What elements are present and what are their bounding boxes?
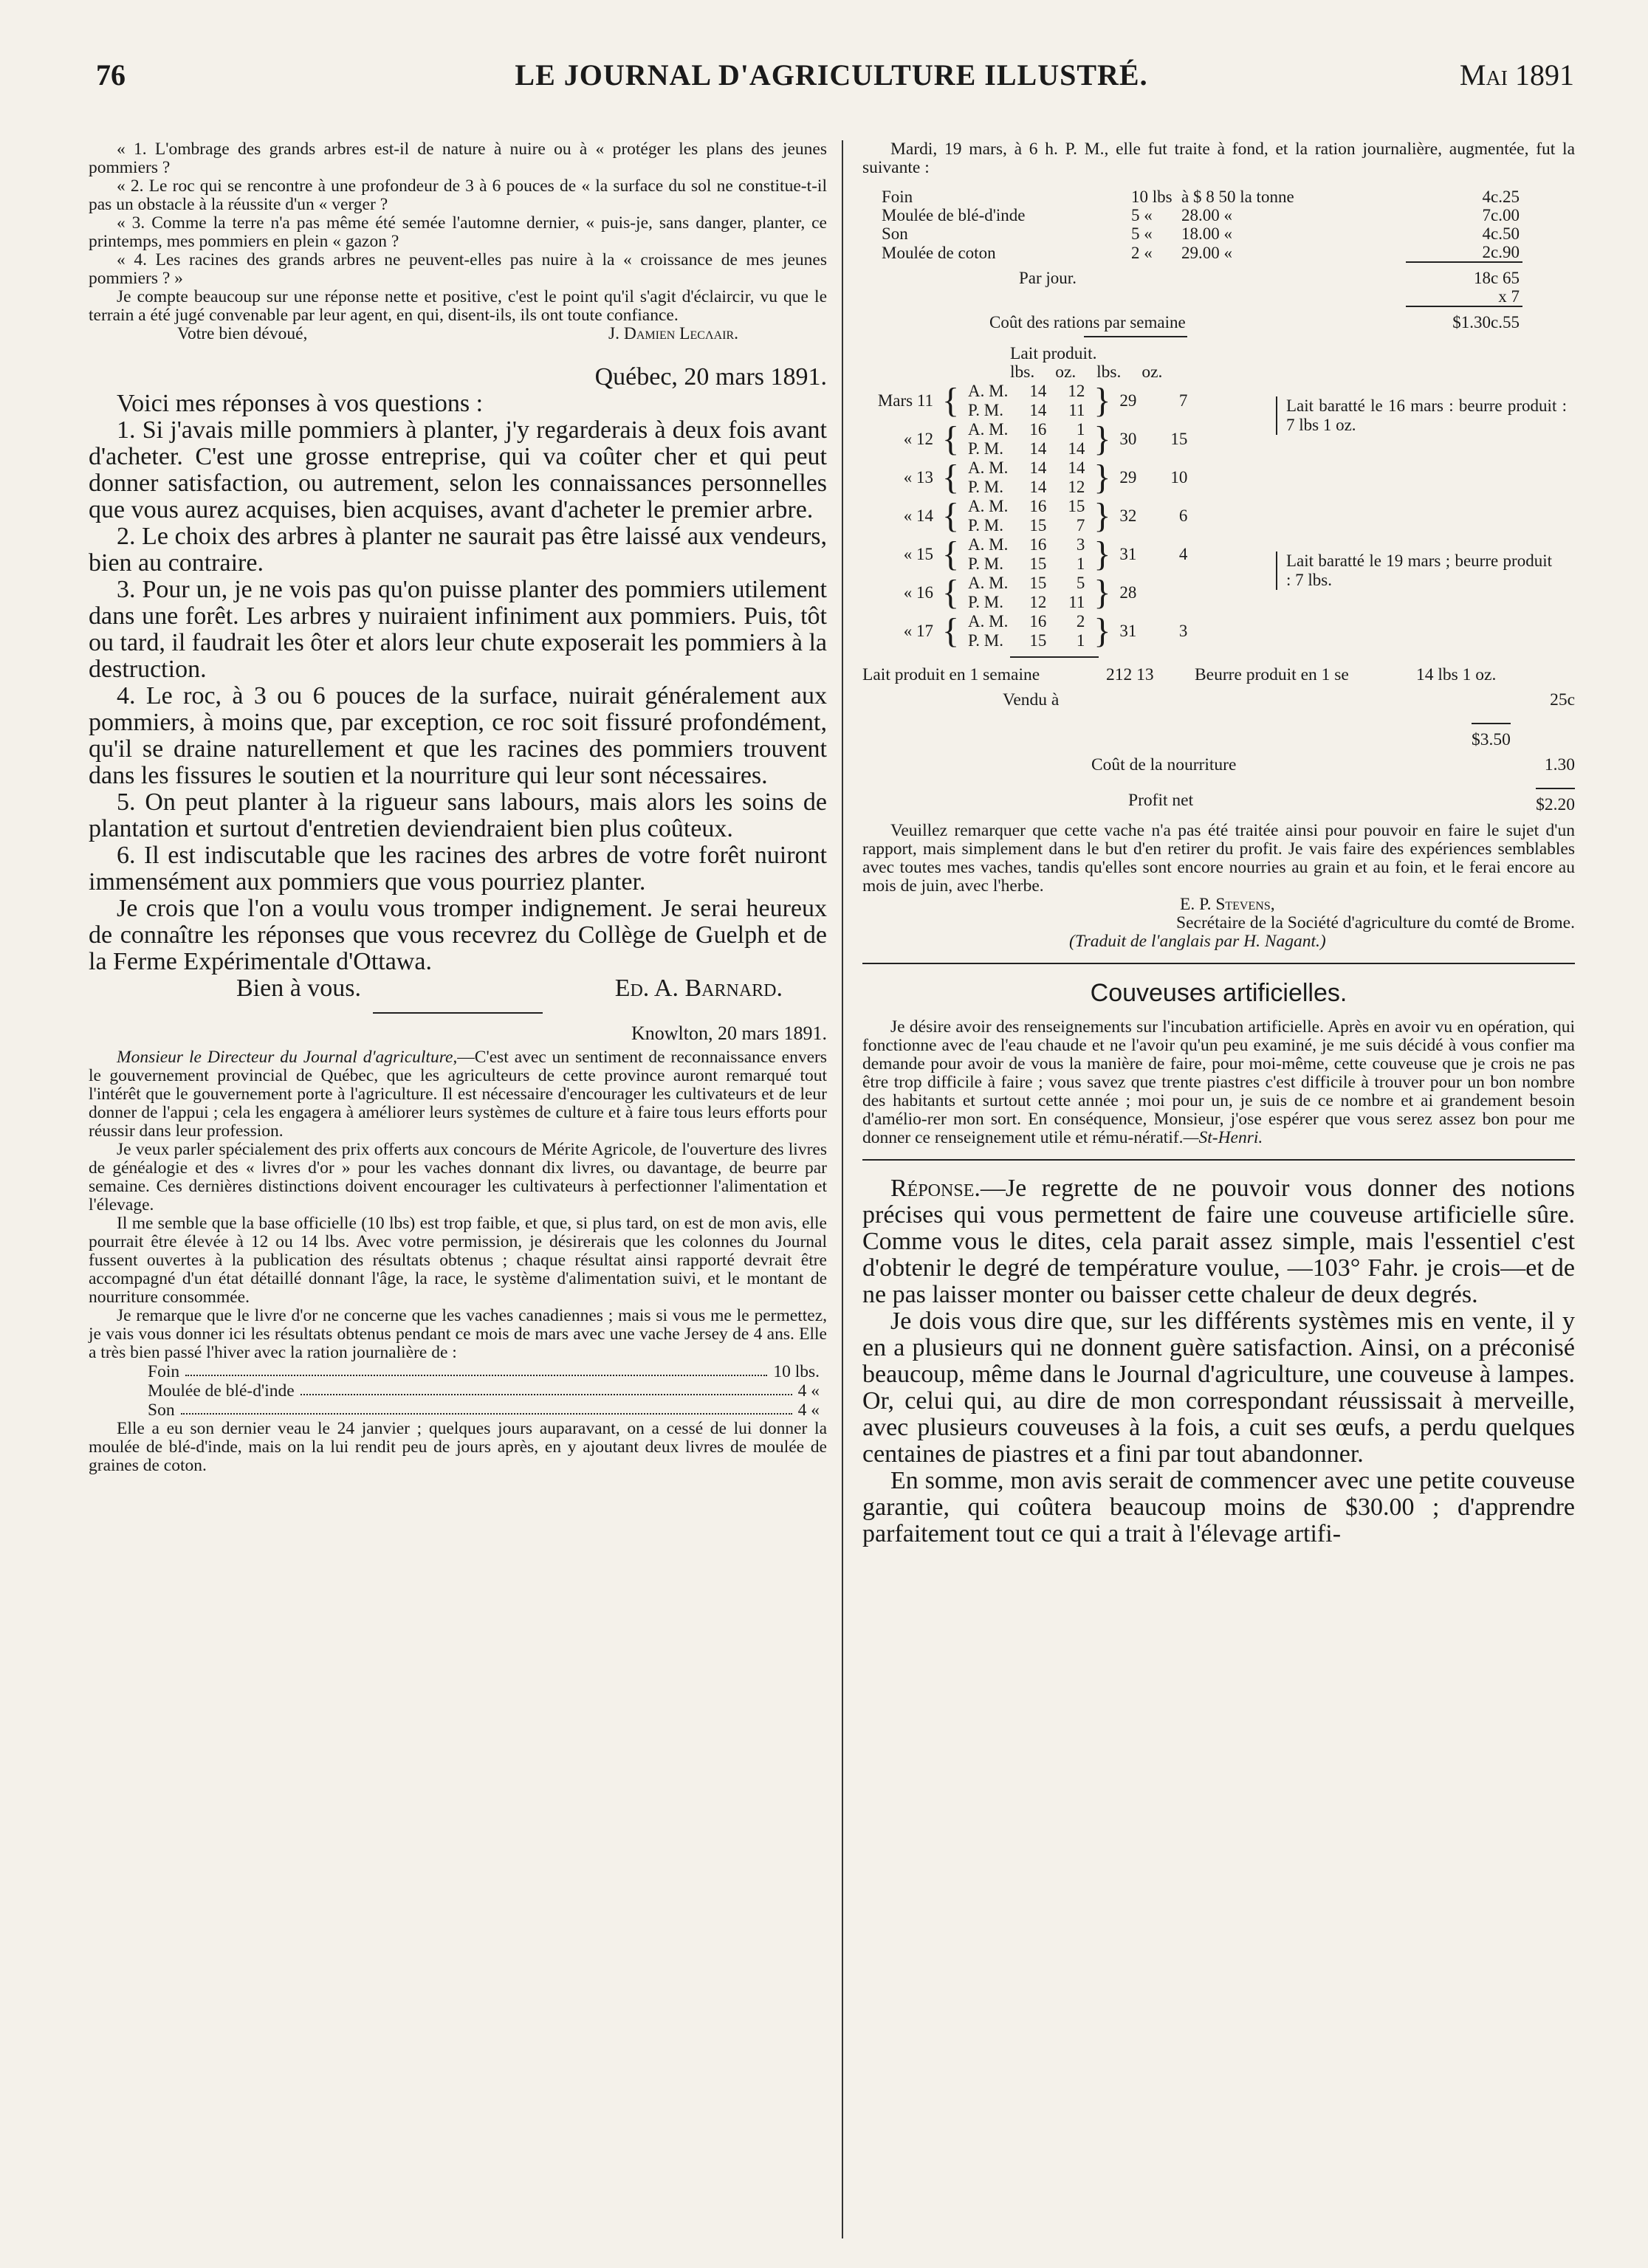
pm-label: P. M. xyxy=(968,631,1003,650)
pm-oz: 7 xyxy=(1076,516,1085,535)
am-label: A. M. xyxy=(968,458,1009,477)
signature-barnard xyxy=(89,975,827,1002)
knowlton-p1-text: —C'est avec un sentiment de reconnaissance envers le gouvernement provincial de Québec, que les agriculteurs de cette province auront remarqué tout l'intérêt que le gouvernement porte à l'agriculture. Il est nécessaire d'encourager les cultivateurs et de leur donner de l'appui ; cela les engagera à améliorer leurs systèmes de culture et à faire tous leurs efforts pour réussir dans leur profession. xyxy=(89,1048,827,1141)
couveuse-question-text: Je désire avoir des renseignements sur l'incubation artificielle. Après en avoir vu en opération, qui fonctionne avec de l'eau chaude et ne l'avoir qu'un peu examiné, je me suis décidé à vous confier ma demande pour avoir de vous la manière de faire, pour moi-même, cette couveuse que je crois ne pas être trop difficile à faire ; vous savez que trente piastres c'est difficile à trouver pour un bon nombre des habitants et surtout cette année ; moi pour un, je suis de ce nombre et ai grandement besoin d'amélio-rer mon sort. En conséquence, Monsieur, j'ose espérer que vous serez assez bon pour me donner ce renseignement utile et rému-nératif. xyxy=(862,1017,1575,1147)
question-3: « 3. Comme la terre n'a pas même été semée l'automne dernier, « puis-je, sans danger, planter, ce printemps, mes pommiers en plein « gazon ? xyxy=(89,213,827,251)
milk-row-am xyxy=(862,574,1192,593)
right-column xyxy=(862,140,1575,2224)
pm-lbs: 15 xyxy=(1029,516,1047,535)
pm-lbs: 14 xyxy=(1029,401,1047,419)
total-lbs: 28 xyxy=(1119,583,1137,602)
am-oz: 1 xyxy=(1076,420,1085,439)
signer-title: Secrétaire de la Société d'agriculture du comté de Brome. xyxy=(1176,913,1575,932)
answer-3: 3. Pour un, je ne vois pas qu'on puisse planter des pommiers utilement dans une forêt. Les arbres y nuiraient infiniment aux pommiers. Puis, tôt ou tard, il faudrait les ôter et alors leur chute exposerait les pommiers à la destruction. xyxy=(89,576,827,683)
week-milk-label: Lait produit en 1 semaine xyxy=(862,665,1040,684)
brace-left: { xyxy=(942,573,960,612)
per-day-label: Par jour. xyxy=(1019,268,1077,287)
milk-units: lbs. oz. lbs. oz. xyxy=(1010,362,1163,382)
page-header xyxy=(89,58,1574,102)
pm-label: P. M. xyxy=(968,516,1003,535)
pm-lbs: 14 xyxy=(1029,439,1047,458)
reponse-paragraph-3: En somme, mon avis serait de commencer avec une petite couveuse garantie, qui coûtera beaucoup moins de $30.00 ; d'apprendre parfaitement tout ce qui a trait à l'élevage artifi- xyxy=(862,1467,1575,1547)
separator-rule xyxy=(862,963,1575,964)
feed-cost-label: Coût de la nourriture xyxy=(1091,755,1237,774)
gross-value: $3.50 xyxy=(1472,723,1511,752)
total-lbs: 32 xyxy=(1119,506,1137,525)
am-oz: 5 xyxy=(1076,574,1085,592)
ration-price: à $ 8 50 la tonne xyxy=(1181,188,1294,206)
am-oz: 2 xyxy=(1076,612,1085,630)
milk-day: Mars 11 xyxy=(877,391,933,410)
separator-rule xyxy=(862,1159,1575,1161)
total-oz: 15 xyxy=(1170,430,1188,448)
pm-label: P. M. xyxy=(968,439,1003,458)
multiplier-row xyxy=(879,287,1522,306)
brace-right: } xyxy=(1093,458,1111,497)
milk-row-am xyxy=(862,382,1192,401)
sold-value: 25c xyxy=(1550,690,1575,709)
am-label: A. M. xyxy=(968,612,1009,630)
pm-oz: 14 xyxy=(1068,439,1085,458)
total-lbs: 29 xyxy=(1119,468,1137,487)
per-day-value: 18c 65 xyxy=(1474,269,1520,287)
column-divider xyxy=(842,140,843,2238)
milk-day: « 17 xyxy=(903,622,933,640)
am-label: A. M. xyxy=(968,420,1009,439)
reponse-paragraph-2: Je dois vous dire que, sur les différents systèmes mis en vente, il y en a plusieurs qui ne donnent guère satisfaction. Ainsi, on a préconisé beaucoup, même dans le Journal d'agriculture, une couveuse à lampes. Or, celui qui, au dire de mon correspondant réussissait à merveille, avec plusieurs couveuses à la fois, a cuit ses œufs, a perdu quelques centaines de piastres et a fini par tout abandonner. xyxy=(862,1307,1575,1468)
pm-label: P. M. xyxy=(968,401,1003,419)
sig-name: J. Damien Lecλair. xyxy=(608,324,738,343)
answer-5: 5. On peut planter à la rigueur sans labours, mais alors les soins de plantation et surtout d'entretien deviendraient bien plus coûteux. xyxy=(89,788,827,842)
ration-cost: 7c.00 xyxy=(1482,206,1520,224)
churn-note-1: Lait baratté le 16 mars : beurre produit : 7 lbs 1 oz. xyxy=(1276,396,1567,435)
journal-title: LE JOURNAL D'AGRICULTURE ILLUSTRÉ. xyxy=(515,58,1148,92)
ration-row xyxy=(879,243,1522,262)
knowlton-dateline: Knowlton, 20 mars 1891. xyxy=(631,1023,827,1044)
knowlton-paragraph-2: Je veux parler spécialement des prix offerts aux concours de Mérite Agricole, de l'ouverture des livres de généalogie et des « livres d'or » pour les vaches donnant dix livres, ou davantage, de beurre par semaine. Ces dernières distinctions doivent encourager les cultivateurs à perfectionner l'alimentation et l'élevage. xyxy=(89,1140,827,1214)
total-oz: 4 xyxy=(1178,545,1188,563)
pm-oz: 1 xyxy=(1076,554,1085,573)
ration-item: Moulée de blé-d'inde xyxy=(882,206,1026,224)
milk-row-am xyxy=(862,535,1192,554)
milk-row-am xyxy=(862,497,1192,516)
week-butter-label: Beurre produit en 1 se xyxy=(1195,665,1349,684)
pm-oz: 11 xyxy=(1068,593,1085,611)
question-4: « 4. Les racines des grands arbres ne peuvent-elles pas nuire à la « croissance de mes jeunes pommiers ? » xyxy=(89,250,827,288)
knowlton-paragraph-3: Il me semble que la base officielle (10 lbs) est trop faible, et que, si plus tard, on est de mon avis, elle pourrait être élevée à 12 ou 14 lbs. Avec votre permission, je désirerais que les colonnes du Journal fussent ouvertes à la publication des résultats obtenus ; chaque résultat ainsi rapporté devrait être accompagné d'un état détaillé donnant l'âge, la race, le système d'alimentation suivi, et le montant de nourriture consommée. xyxy=(89,1214,827,1307)
brace-right: } xyxy=(1093,496,1111,535)
ration-item: Moulée de coton xyxy=(882,243,996,262)
answer-2: 2. Le choix des arbres à planter ne saurait pas être laissé aux vendeurs, bien au contraire. xyxy=(89,523,827,577)
am-label: A. M. xyxy=(968,535,1009,554)
milk-day: « 16 xyxy=(903,583,933,602)
ration-price: 28.00 « xyxy=(1181,206,1232,224)
question-1: « 1. L'ombrage des grands arbres est-il de nature à nuire ou à « protéger les plans des jeunes pommiers ? xyxy=(89,140,827,177)
am-lbs: 14 xyxy=(1029,458,1047,477)
total-oz: 3 xyxy=(1178,622,1188,640)
pm-lbs: 15 xyxy=(1029,631,1047,650)
weekly-cost-label: Coût des rations par semaine xyxy=(989,312,1186,331)
section-title: Couveuses artificielles. xyxy=(1090,979,1347,1007)
answer-1: 1. Si j'avais mille pommiers à planter, j'y regarderais à deux fois avant d'acheter. C'est une grosse entreprise, qui va coûter cher et qui peut donner satisfaction, ou autrement, selon les connaissances personnelles que vous aurez acquises, bien acquises, avant d'acheter le premier arbre. xyxy=(89,416,827,523)
ration-intro: Mardi, 19 mars, à 6 h. P. M., elle fut traite à fond, et la ration journalière, augmentée, fut la suivante : xyxy=(862,140,1575,177)
ration-item: Son xyxy=(882,224,908,243)
am-lbs: 16 xyxy=(1029,497,1047,515)
am-label: A. M. xyxy=(968,382,1009,400)
ration-qty: 10 lbs xyxy=(1131,188,1173,206)
total-oz: 7 xyxy=(1178,391,1188,410)
am-oz: 3 xyxy=(1076,535,1085,554)
translator-credit: (Traduit de l'anglais par H. Nagant.) xyxy=(1069,932,1326,951)
left-column xyxy=(89,140,827,2224)
churn-note-2: Lait baratté le 19 mars ; beurre produit : 7 lbs. xyxy=(1276,551,1552,590)
brace-left: { xyxy=(942,458,960,497)
ration-qty: 2 « xyxy=(1131,243,1153,262)
closing-remark: Veuillez remarquer que cette vache n'a pas été traitée ainsi pour pouvoir en faire le sujet d'un rapport, mais simplement dans le but d'en retirer du profit. Je vais faire des expériences semblables avec toutes mes vaches, tandis qu'elles sont encore nourries au grain et au foin, et le ferai encore au mois de juin, avec l'herbe. xyxy=(862,821,1575,896)
brace-right: } xyxy=(1093,381,1111,420)
signer: E. P. Stevens, xyxy=(1180,895,1275,914)
milk-day: « 14 xyxy=(903,506,933,525)
milk-table xyxy=(862,382,1192,650)
profit-value: $2.20 xyxy=(1536,788,1575,817)
feed-cost-value: 1.30 xyxy=(1544,755,1575,774)
am-lbs: 14 xyxy=(1029,382,1047,400)
brace-left: { xyxy=(942,611,960,650)
question-2: « 2. Le roc qui se rencontre à une profondeur de 3 à 6 pouces de « la surface du sol ne constitue-t-il pas un obstacle à la réussite d'un « verger ? xyxy=(89,176,827,214)
sig-closing: Bien à vous. xyxy=(236,975,362,1002)
milk-row-am xyxy=(862,612,1192,631)
milk-day: « 15 xyxy=(903,545,933,563)
total-lbs: 31 xyxy=(1119,622,1137,640)
feed-qty: 4 « xyxy=(797,1401,820,1420)
milk-day: « 12 xyxy=(903,430,933,448)
feed-qty: 10 lbs. xyxy=(773,1362,820,1381)
milk-row-am xyxy=(862,458,1192,478)
feed-row xyxy=(148,1381,820,1401)
pm-label: P. M. xyxy=(968,554,1003,573)
am-oz: 12 xyxy=(1068,382,1085,400)
brace-right: } xyxy=(1093,611,1111,650)
pm-lbs: 14 xyxy=(1029,478,1047,496)
ration-price: 18.00 « xyxy=(1181,224,1232,243)
total-lbs: 31 xyxy=(1119,545,1137,563)
pm-lbs: 15 xyxy=(1029,554,1047,573)
brace-left: { xyxy=(942,496,960,535)
per-day-row xyxy=(879,262,1522,287)
am-lbs: 16 xyxy=(1029,535,1047,554)
milk-table-body xyxy=(862,382,1192,650)
milk-row-am xyxy=(862,420,1192,439)
couveuse-question xyxy=(862,1018,1575,1147)
week-milk-value: 212 13 xyxy=(1106,665,1154,684)
week-butter-value: 14 lbs 1 oz. xyxy=(1416,665,1497,684)
reply-intro: Voici mes réponses à vos questions : xyxy=(117,390,484,417)
am-lbs: 16 xyxy=(1029,612,1047,630)
feed-item: Foin xyxy=(148,1362,180,1381)
ration-row xyxy=(879,206,1522,224)
knowlton-paragraph-5: Elle a eu son dernier veau le 24 janvier ; quelques jours auparavant, on a cessé de lui donner la moulée de blé-d'inde, mais on la lui rendit peu de jours après, en y ajoutant deux livres de moulée de graines de coton. xyxy=(89,1419,827,1475)
profit-label: Profit net xyxy=(1128,791,1194,810)
knowlton-paragraph-4: Je remarque que le livre d'or ne concerne que les vaches canadiennes ; mais si vous me le permettez, je vais vous donner ici les résultats obtenus pendant ce mois de mars avec une vache Jersey de 4 ans. Elle a très bien passé l'hiver avec la ration journalière de : xyxy=(89,1306,827,1362)
total-lbs: 29 xyxy=(1119,391,1137,410)
ration-qty: 5 « xyxy=(1131,224,1153,243)
brace-left: { xyxy=(942,419,960,458)
weekly-cost-value: $1.30c.55 xyxy=(1452,313,1520,331)
pm-oz: 11 xyxy=(1068,401,1085,419)
multiplier: x 7 xyxy=(1406,287,1522,306)
am-lbs: 16 xyxy=(1029,420,1047,439)
brace-left: { xyxy=(942,381,960,420)
feed-list xyxy=(89,1362,827,1420)
salutation: Monsieur le Directeur du Journal d'agriculture, xyxy=(117,1048,458,1067)
pm-oz: 1 xyxy=(1076,631,1085,650)
ration-row xyxy=(879,224,1522,243)
weekly-cost-row xyxy=(879,306,1522,331)
pm-lbs: 12 xyxy=(1029,593,1047,611)
ration-price: 29.00 « xyxy=(1181,243,1232,262)
ration-item: Foin xyxy=(882,188,913,206)
am-label: A. M. xyxy=(968,497,1009,515)
pm-label: P. M. xyxy=(968,593,1003,611)
feed-item: Moulée de blé-d'inde xyxy=(148,1381,295,1401)
brace-left: { xyxy=(942,535,960,574)
milk-heading: Lait produit. xyxy=(1010,344,1097,363)
ration-cost: 4c.50 xyxy=(1482,224,1520,243)
separator-rule xyxy=(1010,656,1099,658)
answer-4: 4. Le roc, à 3 ou 6 pouces de la surface, nuirait généralement aux pommiers, à moins que, par exception, ce roc soit fissuré profondément, qu'il se draine naturellement et que les racines des pommiers trouvent dans les fissures le soutien et la nourriture qui leur sont nécessaires. xyxy=(89,682,827,789)
total-oz: 10 xyxy=(1170,468,1188,487)
brace-right: } xyxy=(1093,573,1111,612)
reply-dateline: Québec, 20 mars 1891. xyxy=(594,363,827,391)
milk-section xyxy=(862,345,1575,650)
am-oz: 14 xyxy=(1068,458,1085,477)
feed-qty: 4 « xyxy=(797,1381,820,1401)
ration-table xyxy=(879,188,1522,331)
couveuse-question-sig: —St-Henri. xyxy=(1183,1128,1263,1147)
ration-qty: 5 « xyxy=(1131,206,1153,224)
sig-name: Ed. A. Barnard. xyxy=(614,975,783,1002)
brace-right: } xyxy=(1093,535,1111,574)
total-oz: 6 xyxy=(1178,506,1188,525)
total-lbs: 30 xyxy=(1119,430,1137,448)
ration-row xyxy=(879,188,1522,206)
feed-item: Son xyxy=(148,1401,175,1420)
pm-label: P. M. xyxy=(968,478,1003,496)
pm-oz: 12 xyxy=(1068,478,1085,496)
ration-cost: 2c.90 xyxy=(1406,243,1522,262)
reply-close: Je crois que l'on a voulu vous tromper indignement. Je serai heureux de connaître les réponses que vous recevrez du Collège de Guelph et de la Ferme Expérimentale d'Ottawa. xyxy=(89,895,827,975)
letter-close: Je compte beaucoup sur une réponse nette et positive, c'est le point qu'il s'agit d'éclaircir, vu que le terrain a été jugé convenable par leur agent, en qui, disent-ils, ils ont toute confiance. xyxy=(89,287,827,325)
reponse-text-1: —Je regrette de ne pouvoir vous donner des notions précises qui vous permettent de faire une couveuse artificielle sûre. Comme vous le dites, cela parait assez simple, mais l'essentiel c'est d'obtenir le degré de température voulue, —103° Fahr. je crois—et de ne pas laisser monter ou baisser cette chaleur de deux degrés. xyxy=(862,1175,1575,1308)
sig-closing: Votre bien dévoué, xyxy=(177,324,308,343)
issue-date: Mai 1891 xyxy=(1459,58,1574,92)
knowlton-paragraph-1 xyxy=(89,1048,827,1141)
total-oz xyxy=(1153,574,1192,612)
brace-right: } xyxy=(1093,419,1111,458)
signature-lecλair xyxy=(89,325,827,343)
answer-6: 6. Il est indiscutable que les racines des arbres de votre forêt nuiront immensément aux pommiers que vous pourriez planter. xyxy=(89,842,827,896)
feed-row xyxy=(148,1362,820,1381)
separator-rule xyxy=(373,1012,543,1014)
sold-label: Vendu à xyxy=(1003,690,1060,709)
week-summary xyxy=(862,662,1575,817)
ration-cost: 4c.25 xyxy=(1482,188,1520,206)
am-lbs: 15 xyxy=(1029,574,1047,592)
am-oz: 15 xyxy=(1068,497,1085,515)
page-number: 76 xyxy=(96,58,126,92)
feed-row xyxy=(148,1401,820,1420)
reponse-label: Réponse. xyxy=(890,1175,981,1202)
separator-rule xyxy=(1084,336,1187,337)
am-label: A. M. xyxy=(968,574,1009,592)
reponse-paragraph-1 xyxy=(862,1175,1575,1308)
milk-day: « 13 xyxy=(903,468,933,487)
